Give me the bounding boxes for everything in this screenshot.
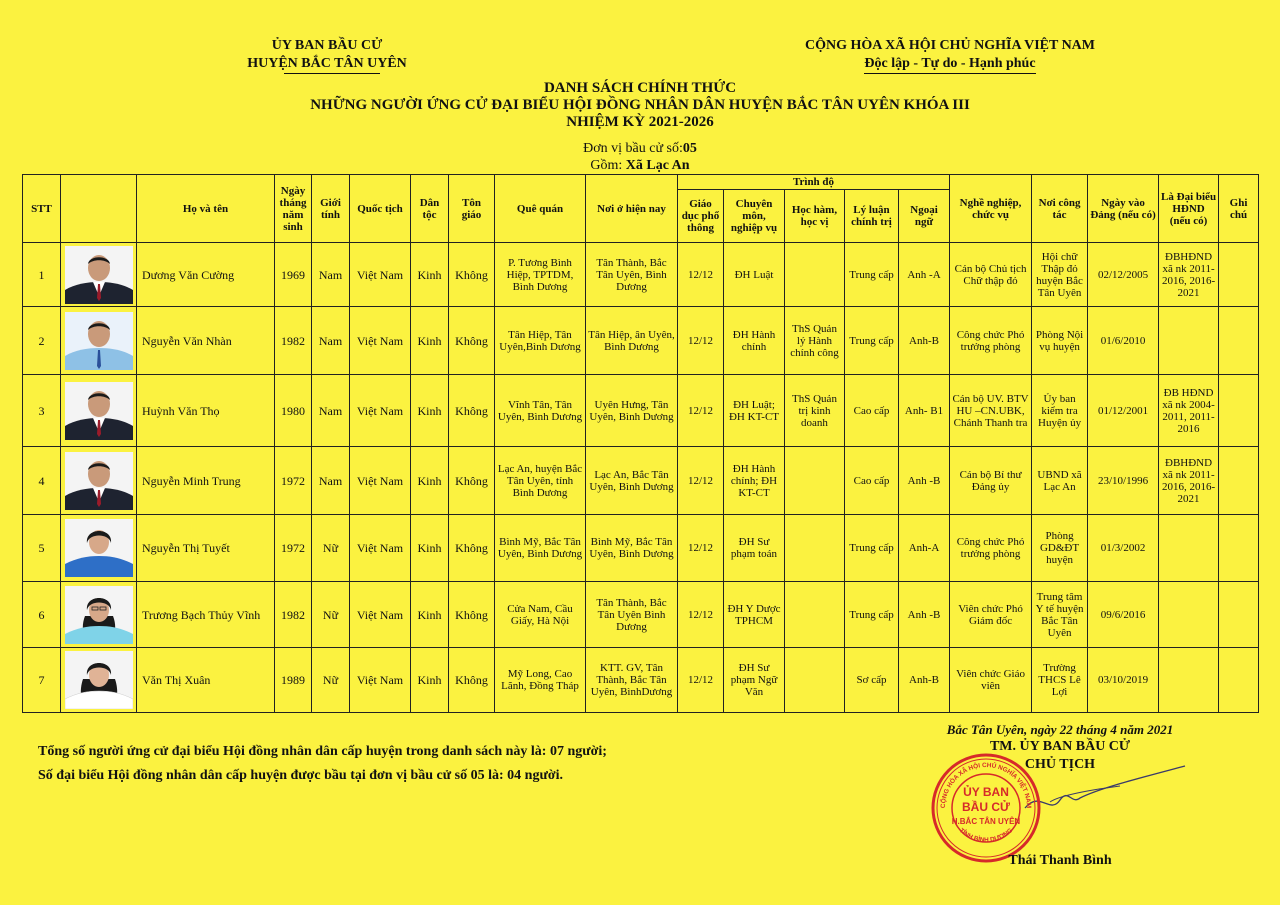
table-row: [23, 375, 1259, 447]
cell-delegate: ĐB HĐND xã nk 2004-2011, 2011-2016: [1159, 375, 1219, 447]
cell-specialty: ĐH Luật; ĐH KT-CT: [724, 375, 785, 447]
cell-nationality: Việt Nam: [350, 307, 411, 375]
cell-gender: Nam: [312, 375, 350, 447]
cell-degree: [785, 447, 845, 515]
cell-residence: Tân Hiệp, ân Uyên, Bình Dương: [586, 307, 678, 375]
cell-nationality: Việt Nam: [350, 582, 411, 648]
cell-ethnicity: Kinh: [411, 243, 449, 307]
cell-workplace: Phòng Nội vụ huyện: [1032, 307, 1088, 375]
cell-general-ed: 12/12: [678, 375, 724, 447]
electoral-unit: [0, 140, 1280, 174]
cell-stt: 2: [23, 307, 61, 375]
unit-label: Đơn vị bầu cử số:: [583, 141, 683, 156]
signature-date: Bắc Tân Uyên, ngày 22 tháng 4 năm 2021: [946, 722, 1174, 737]
cell-religion: Không: [449, 307, 495, 375]
cell-year: 1969: [275, 243, 312, 307]
cell-name: Nguyễn Văn Nhàn: [137, 307, 275, 375]
cell-note: [1219, 307, 1259, 375]
cell-degree: ThS Quản lý Hành chính công: [785, 307, 845, 375]
cell-political: Trung cấp: [845, 307, 899, 375]
cell-stt: 1: [23, 243, 61, 307]
cell-year: 1980: [275, 375, 312, 447]
svg-text:TỈNH BÌNH DƯƠNG: TỈNH BÌNH DƯƠNG: [957, 827, 1015, 844]
portrait-image: [65, 246, 133, 304]
cell-year: 1989: [275, 648, 312, 713]
cell-religion: Không: [449, 582, 495, 648]
cell-degree: [785, 582, 845, 648]
col-nationality: Quốc tịch: [350, 175, 411, 243]
candidate-table: [22, 174, 1259, 713]
seats-line: Số đại biểu Hội đồng nhân dân cấp huyện được bầu tại đơn vị bầu cử số 05 là: 04 người.: [38, 768, 563, 783]
cell-workplace: Hội chữ Thập đỏ huyện Bắc Tân Uyên: [1032, 243, 1088, 307]
cell-note: [1219, 515, 1259, 582]
table-row: [23, 447, 1259, 515]
cell-general-ed: 12/12: [678, 582, 724, 648]
col-language: Ngoại ngữ: [899, 190, 950, 243]
document-title: [0, 80, 1280, 131]
cell-political: Trung cấp: [845, 515, 899, 582]
cell-hometown: P. Tương Bình Hiệp, TPTDM, Bình Dương: [495, 243, 586, 307]
cell-residence: Bình Mỹ, Bắc Tân Uyên, Bình Dương: [586, 515, 678, 582]
cell-specialty: ĐH Y Dược TPHCM: [724, 582, 785, 648]
cell-note: [1219, 648, 1259, 713]
cell-note: [1219, 375, 1259, 447]
cell-hometown: Vĩnh Tân, Tân Uyên, Bình Dương: [495, 375, 586, 447]
cell-gender: Nữ: [312, 515, 350, 582]
cell-note: [1219, 243, 1259, 307]
cell-ethnicity: Kinh: [411, 648, 449, 713]
cell-degree: [785, 648, 845, 713]
cell-nationality: Việt Nam: [350, 515, 411, 582]
cell-party-date: 09/6/2016: [1088, 582, 1159, 648]
col-religion: Tôn giáo: [449, 175, 495, 243]
cell-stt: 3: [23, 375, 61, 447]
candidate-photo: [61, 582, 137, 648]
cell-hometown: Bình Mỹ, Bắc Tân Uyên, Bình Dương: [495, 515, 586, 582]
cell-year: 1972: [275, 515, 312, 582]
col-specialty: Chuyên môn, nghiệp vụ: [724, 190, 785, 243]
cell-delegate: [1159, 582, 1219, 648]
signer-name: Thái Thanh Bình: [1008, 853, 1112, 868]
cell-year: 1982: [275, 582, 312, 648]
cell-occupation: Công chức Phó trưởng phòng: [950, 515, 1032, 582]
candidate-photo: [61, 447, 137, 515]
cell-party-date: 23/10/1996: [1088, 447, 1159, 515]
cell-specialty: ĐH Sư phạm toán: [724, 515, 785, 582]
cell-gender: Nữ: [312, 582, 350, 648]
cell-workplace: Trung tâm Y tế huyện Bắc Tân Uyên: [1032, 582, 1088, 648]
cell-specialty: ĐH Luật: [724, 243, 785, 307]
cell-specialty: ĐH Sư phạm Ngữ Văn: [724, 648, 785, 713]
col-name: Họ và tên: [137, 175, 275, 243]
cell-nationality: Việt Nam: [350, 243, 411, 307]
cell-hometown: Cửa Nam, Cầu Giấy, Hà Nội: [495, 582, 586, 648]
cell-political: Sơ cấp: [845, 648, 899, 713]
cell-gender: Nam: [312, 243, 350, 307]
cell-workplace: Trường THCS Lê Lợi: [1032, 648, 1088, 713]
table-row: [23, 243, 1259, 307]
col-degree: Học hàm, học vị: [785, 190, 845, 243]
candidate-photo: [61, 307, 137, 375]
cell-residence: Tân Thành, Bắc Tân Uyên Bình Dương: [586, 582, 678, 648]
cell-occupation: Cán bộ Chủ tịch Chữ thập đỏ: [950, 243, 1032, 307]
cell-delegate: [1159, 648, 1219, 713]
cell-name: Văn Thị Xuân: [137, 648, 275, 713]
cell-language: Anh -A: [899, 243, 950, 307]
cell-political: Trung cấp: [845, 243, 899, 307]
table-row: [23, 582, 1259, 648]
issuer-line2: HUYỆN BẮC TÂN UYÊN: [247, 56, 407, 71]
issuer-line1: ỦY BAN BẦU CỬ: [271, 38, 383, 53]
cell-note: [1219, 582, 1259, 648]
cell-gender: Nữ: [312, 648, 350, 713]
cell-general-ed: 12/12: [678, 648, 724, 713]
cell-party-date: 01/12/2001: [1088, 375, 1159, 447]
signature-org-line1: TM. ỦY BAN BẦU CỬ: [989, 739, 1131, 754]
total-candidates-line: Tổng số người ứng cử đại biểu Hội đồng nhân dân cấp huyện trong danh sách này là: 07 người;: [38, 744, 607, 759]
col-dob: Ngày tháng năm sinh: [275, 175, 312, 243]
cell-general-ed: 12/12: [678, 515, 724, 582]
cell-stt: 7: [23, 648, 61, 713]
unit-includes-label: Gồm:: [590, 158, 626, 173]
cell-degree: [785, 515, 845, 582]
cell-language: Anh -B: [899, 447, 950, 515]
cell-hometown: Tân Hiệp, Tân Uyên,Bình Dương: [495, 307, 586, 375]
cell-hometown: Lạc An, huyện Bắc Tân Uyên, tỉnh Bình Dương: [495, 447, 586, 515]
cell-delegate: ĐBHĐND xã nk 2011-2016, 2016-2021: [1159, 447, 1219, 515]
cell-gender: Nam: [312, 447, 350, 515]
cell-general-ed: 12/12: [678, 243, 724, 307]
col-education-group: Trình độ: [678, 175, 950, 190]
cell-religion: Không: [449, 648, 495, 713]
cell-stt: 4: [23, 447, 61, 515]
cell-specialty: ĐH Hành chính; ĐH KT-CT: [724, 447, 785, 515]
national-motto: Độc lập - Tự do - Hạnh phúc: [864, 55, 1035, 74]
cell-delegate: [1159, 307, 1219, 375]
candidate-photo: [61, 648, 137, 713]
cell-ethnicity: Kinh: [411, 515, 449, 582]
col-delegate: Là Đại biểu HĐND (nếu có): [1159, 175, 1219, 243]
official-seal: [930, 752, 1042, 864]
svg-text:BẦU CỬ: BẦU CỬ: [962, 800, 1010, 814]
cell-name: Nguyễn Thị Tuyết: [137, 515, 275, 582]
col-ethnicity: Dân tộc: [411, 175, 449, 243]
cell-religion: Không: [449, 243, 495, 307]
national-name: CỘNG HÒA XÃ HỘI CHỦ NGHĨA VIỆT NAM: [804, 38, 1095, 53]
cell-residence: Uyên Hưng, Tân Uyên, Bình Dương: [586, 375, 678, 447]
candidate-photo: [61, 375, 137, 447]
col-note: Ghi chú: [1219, 175, 1259, 243]
col-hometown: Quê quán: [495, 175, 586, 243]
cell-workplace: Phòng GD&ĐT huyện: [1032, 515, 1088, 582]
table-row: [23, 307, 1259, 375]
cell-delegate: ĐBHĐND xã nk 2011-2016, 2016-2021: [1159, 243, 1219, 307]
signature-org-line2: CHỦ TỊCH: [1024, 757, 1096, 772]
cell-nationality: Việt Nam: [350, 447, 411, 515]
candidate-photo: [61, 515, 137, 582]
cell-political: Cao cấp: [845, 447, 899, 515]
cell-ethnicity: Kinh: [411, 307, 449, 375]
cell-stt: 5: [23, 515, 61, 582]
cell-delegate: [1159, 515, 1219, 582]
cell-ethnicity: Kinh: [411, 582, 449, 648]
col-residence: Nơi ở hiện nay: [586, 175, 678, 243]
svg-text:H.BẮC TÂN UYÊN: H.BẮC TÂN UYÊN: [951, 817, 1021, 826]
cell-name: Nguyễn Minh Trung: [137, 447, 275, 515]
col-gender: Giới tính: [312, 175, 350, 243]
portrait-image: [65, 452, 133, 510]
title-line2: NHỮNG NGƯỜI ỨNG CỬ ĐẠI BIỂU HỘI ĐỒNG NHÂN DÂN HUYỆN BẮC TÂN UYÊN KHÓA III: [310, 97, 970, 113]
cell-religion: Không: [449, 447, 495, 515]
portrait-image: [65, 651, 133, 709]
portrait-image: [65, 382, 133, 440]
svg-text:ỦY BAN: ỦY BAN: [963, 785, 1009, 799]
cell-gender: Nam: [312, 307, 350, 375]
table-row: [23, 648, 1259, 713]
cell-year: 1972: [275, 447, 312, 515]
cell-nationality: Việt Nam: [350, 375, 411, 447]
cell-ethnicity: Kinh: [411, 375, 449, 447]
portrait-image: [65, 519, 133, 577]
portrait-image: [65, 586, 133, 644]
handwritten-signature: [1020, 760, 1190, 820]
issuer-header: [212, 37, 442, 73]
cell-nationality: Việt Nam: [350, 648, 411, 713]
cell-political: Trung cấp: [845, 582, 899, 648]
col-photo: [61, 175, 137, 243]
cell-ethnicity: Kinh: [411, 447, 449, 515]
title-line3: NHIỆM KỲ 2021-2026: [566, 114, 714, 130]
cell-name: Dương Văn Cường: [137, 243, 275, 307]
national-header: [775, 37, 1125, 74]
cell-party-date: 01/3/2002: [1088, 515, 1159, 582]
candidate-photo: [61, 243, 137, 307]
cell-language: Anh-B: [899, 307, 950, 375]
cell-language: Anh-A: [899, 515, 950, 582]
cell-note: [1219, 447, 1259, 515]
cell-party-date: 03/10/2019: [1088, 648, 1159, 713]
svg-text:CỘNG HÒA XÃ HỘI CHỦ NGHĨA VIỆT: CỘNG HÒA XÃ HỘI CHỦ NGHĨA VIỆT NAM: [939, 761, 1033, 809]
cell-occupation: Viên chức Giáo viên: [950, 648, 1032, 713]
col-political: Lý luận chính trị: [845, 190, 899, 243]
cell-general-ed: 12/12: [678, 447, 724, 515]
issuer-underline: [284, 73, 380, 74]
portrait-image: [65, 312, 133, 370]
unit-includes-value: Xã Lạc An: [625, 158, 690, 173]
cell-language: Anh-B: [899, 648, 950, 713]
cell-occupation: Viên chức Phó Giám đốc: [950, 582, 1032, 648]
cell-language: Anh -B: [899, 582, 950, 648]
cell-occupation: Công chức Phó trưởng phòng: [950, 307, 1032, 375]
cell-party-date: 02/12/2005: [1088, 243, 1159, 307]
cell-residence: KTT. GV, Tân Thành, Bắc Tân Uyên, BìnhDương: [586, 648, 678, 713]
col-workplace: Nơi công tác: [1032, 175, 1088, 243]
cell-stt: 6: [23, 582, 61, 648]
title-line1: DANH SÁCH CHÍNH THỨC: [543, 80, 737, 96]
cell-residence: Lạc An, Bắc Tân Uyên, Bình Dương: [586, 447, 678, 515]
cell-year: 1982: [275, 307, 312, 375]
col-general-ed: Giáo dục phổ thông: [678, 190, 724, 243]
cell-workplace: Ủy ban kiểm tra Huyện ủy: [1032, 375, 1088, 447]
cell-political: Cao cấp: [845, 375, 899, 447]
cell-degree: [785, 243, 845, 307]
cell-occupation: Cán bộ UV. BTV HU –CN.UBK, Chánh Thanh tra: [950, 375, 1032, 447]
unit-number: 05: [682, 141, 697, 156]
cell-party-date: 01/6/2010: [1088, 307, 1159, 375]
cell-name: Trương Bạch Thủy Vĩnh: [137, 582, 275, 648]
col-party-date: Ngày vào Đảng (nếu có): [1088, 175, 1159, 243]
cell-degree: ThS Quản trị kinh doanh: [785, 375, 845, 447]
cell-specialty: ĐH Hành chính: [724, 307, 785, 375]
cell-language: Anh- B1: [899, 375, 950, 447]
cell-general-ed: 12/12: [678, 307, 724, 375]
table-row: [23, 515, 1259, 582]
col-stt: STT: [23, 175, 61, 243]
cell-name: Huỳnh Văn Thọ: [137, 375, 275, 447]
cell-hometown: Mỹ Long, Cao Lãnh, Đồng Tháp: [495, 648, 586, 713]
col-occupation: Nghề nghiệp, chức vụ: [950, 175, 1032, 243]
cell-occupation: Cán bộ Bí thư Đảng ủy: [950, 447, 1032, 515]
cell-residence: Tân Thành, Bắc Tân Uyên, Bình Dương: [586, 243, 678, 307]
cell-religion: Không: [449, 375, 495, 447]
cell-religion: Không: [449, 515, 495, 582]
cell-workplace: UBND xã Lạc An: [1032, 447, 1088, 515]
